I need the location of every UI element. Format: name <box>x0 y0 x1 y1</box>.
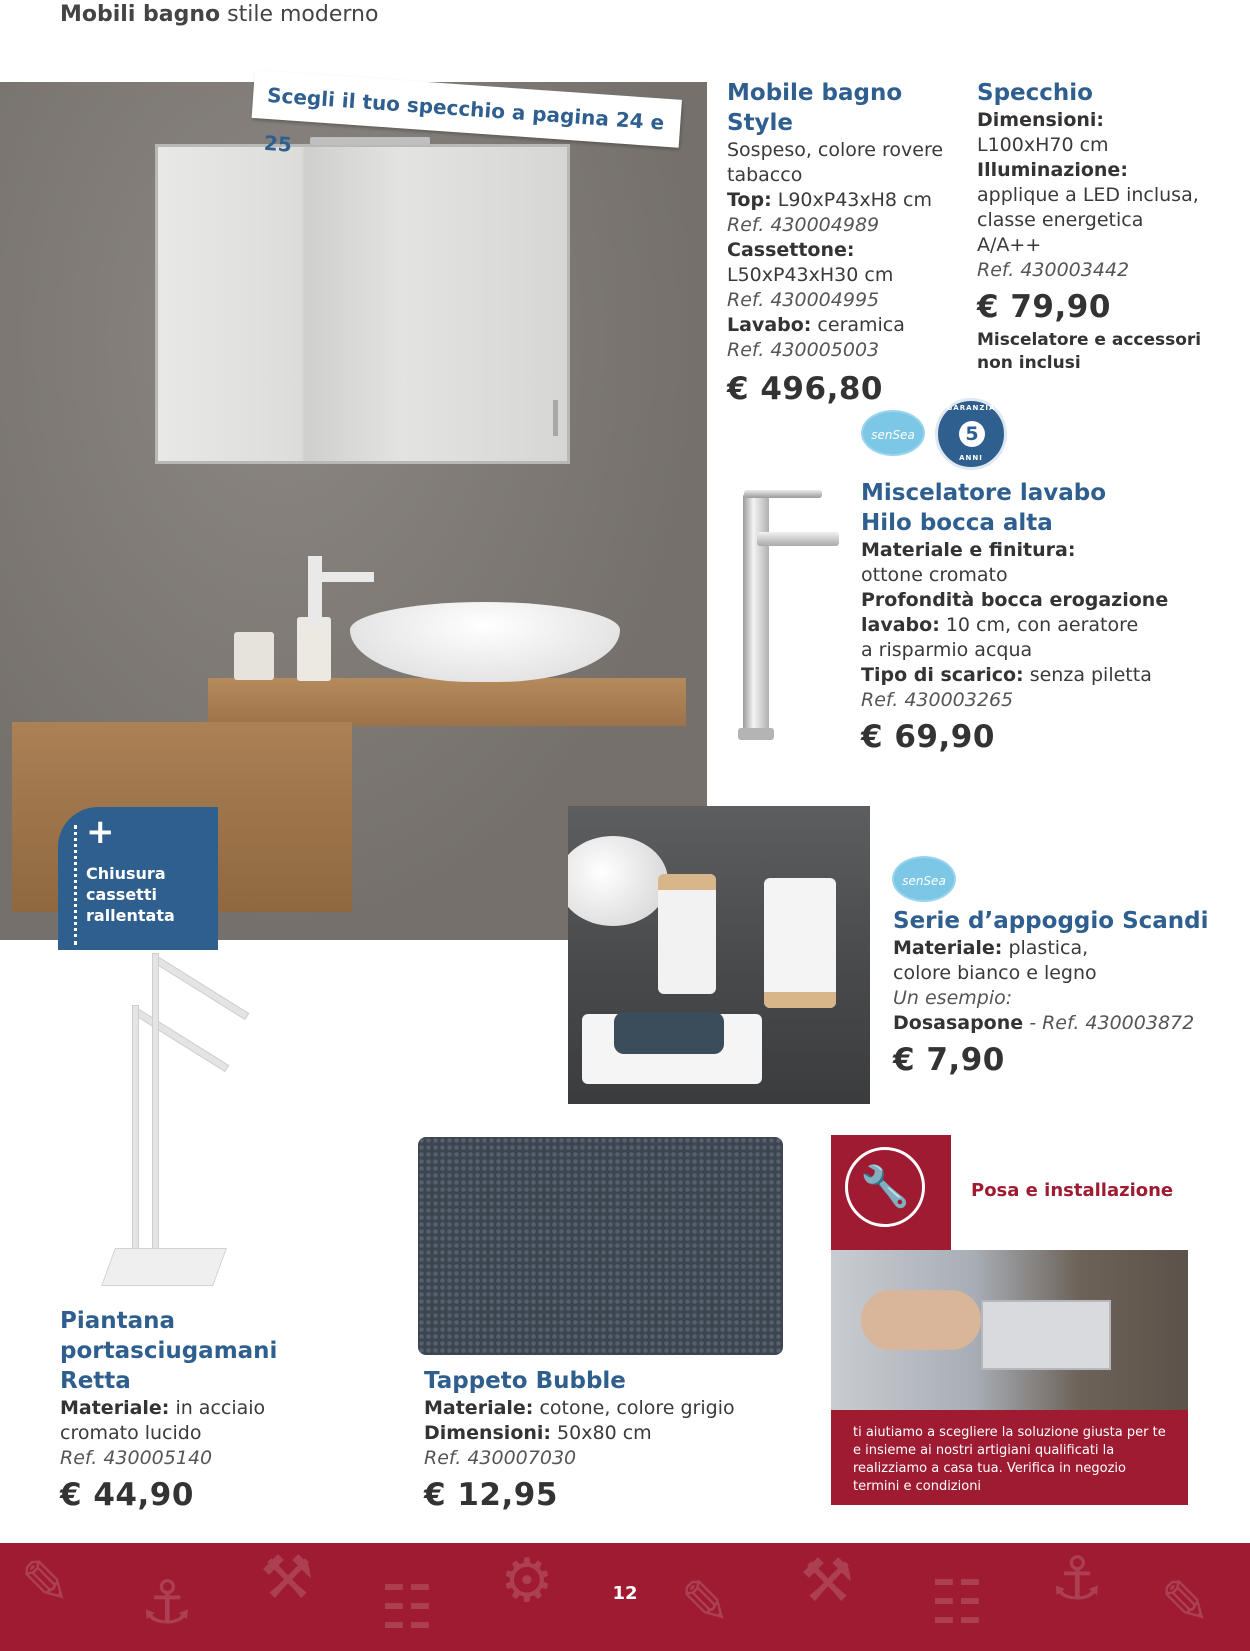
cup-image <box>234 632 274 680</box>
soft-close-badge <box>58 807 218 950</box>
brush-icon-2: ✎ <box>680 1568 731 1638</box>
prof-label-2: lavabo: <box>861 614 940 636</box>
tappeto-dim-value: 50x80 cm <box>551 1422 652 1444</box>
prof-line-2 <box>861 613 1191 638</box>
scarico-line <box>861 663 1191 688</box>
prof-label-line <box>861 588 1191 613</box>
piantana-title-3: Retta <box>60 1368 131 1394</box>
miscelatore-title-1: Miscelatore lavabo <box>861 480 1107 506</box>
mat-label: Materiale e finitura: <box>861 539 1076 561</box>
scandi-basin <box>568 836 668 926</box>
faucet-lever <box>744 490 822 498</box>
prof-value-2: a risparmio acqua <box>861 639 1033 661</box>
scandi-tumbler-base <box>764 992 836 1008</box>
piantana-mat-label: Materiale: <box>60 1397 170 1419</box>
scandi-mat-value: plastica, <box>1002 937 1089 959</box>
scandi-info <box>893 906 1223 1080</box>
roller-icon: ☷ <box>380 1573 434 1643</box>
mobile-style-top <box>727 188 967 213</box>
badge-text <box>86 863 175 926</box>
mobile-style-title: Mobile bagno Style <box>727 80 903 136</box>
installation-photo-drawer <box>981 1300 1111 1370</box>
tap-spout <box>308 572 374 582</box>
drill-icon: ⚙ <box>500 1546 554 1616</box>
tappeto-dim-line <box>424 1421 764 1446</box>
scandi-photo <box>568 806 870 1104</box>
scandi-mat-label: Materiale: <box>893 937 1003 959</box>
brush-icon: ✎ <box>20 1548 71 1618</box>
dotted-line <box>74 825 77 945</box>
tappeto-mat-value: cotone, colore grigio <box>533 1397 735 1419</box>
specchio-note: Miscelatore e accessori non inclusi <box>977 330 1202 373</box>
scandi-soap <box>614 1012 724 1054</box>
scandi-mat-line <box>893 936 1223 961</box>
lavabo-label: Lavabo: <box>727 314 812 336</box>
installation-box[interactable] <box>831 1135 1188 1505</box>
mobile-style-desc: Sospeso, colore rovere tabacco <box>727 139 944 186</box>
badge-line-1: Chiusura <box>86 864 166 883</box>
stand-pole-back <box>152 953 159 1256</box>
tappeto-ref: Ref. 430007030 <box>424 1447 577 1469</box>
piantana-mat-value: in acciaio <box>169 1397 266 1419</box>
faucet-icon: ⚓ <box>140 1568 194 1638</box>
specchio-title: Specchio <box>977 80 1093 106</box>
mobile-style-info <box>727 78 967 409</box>
scandi-dispenser-top <box>658 874 716 890</box>
wrench-hand-icon: 🔧 <box>845 1147 925 1227</box>
cassettone-value: L50xP43xH30 cm <box>727 264 894 286</box>
page-footer <box>0 1543 1250 1651</box>
stand-lower-arm <box>132 1007 230 1072</box>
mobile-style-top-ref: Ref. 430004989 <box>727 214 880 236</box>
installation-title: Posa e installazione <box>971 1180 1174 1201</box>
saw-icon: ☷ <box>930 1568 984 1638</box>
miscelatore-price: € 69,90 <box>861 719 995 755</box>
cassettone-label <box>727 238 967 263</box>
specchio-info <box>977 78 1237 375</box>
cassettone-label-text: Cassettone: <box>727 239 855 261</box>
mat-label-line <box>861 538 1191 563</box>
piantana-ref: Ref. 430005140 <box>60 1447 213 1469</box>
badge-line-3: rallentata <box>86 906 175 925</box>
warranty-badge <box>935 398 1007 470</box>
cassettone-ref: Ref. 430004995 <box>727 289 880 311</box>
tappeto-mat-line <box>424 1396 764 1421</box>
warranty-top-text: GARANZIA <box>946 404 996 412</box>
warranty-bottom-text: ANNI <box>959 454 983 462</box>
scandi-item-ref: - Ref. 430003872 <box>1023 1012 1195 1034</box>
faucet-image <box>743 493 769 738</box>
piantana-title-2: portasciugamani <box>60 1338 278 1364</box>
callout-text: Scegli il tuo specchio a pagina 24 e 25 <box>263 82 665 157</box>
piantana-title-1: Piantana <box>60 1308 176 1334</box>
lavabo-ref: Ref. 430005003 <box>727 339 880 361</box>
stand-pole-front <box>132 1005 139 1256</box>
piantana-mat-line <box>60 1396 360 1421</box>
header-rest: stile moderno <box>220 2 379 27</box>
installation-photo <box>831 1250 1188 1410</box>
scandi-dispenser <box>658 874 716 994</box>
tappeto-mat-label: Materiale: <box>424 1397 534 1419</box>
scandi-price: € 7,90 <box>893 1042 1005 1078</box>
installation-header <box>831 1135 1188 1250</box>
dispenser-image <box>297 617 331 681</box>
top-label: Top: <box>727 189 772 211</box>
installation-photo-arm <box>861 1290 981 1350</box>
scandi-title: Serie d’appoggio Scandi <box>893 908 1209 934</box>
wooden-top <box>208 678 686 726</box>
miscelatore-ref: Ref. 430003265 <box>861 689 1014 711</box>
scarico-label: Tipo di scarico: <box>861 664 1024 686</box>
rug-image <box>418 1137 783 1355</box>
scandi-example: Un esempio: <box>893 987 1013 1009</box>
faucet-icon-2: ⚓ <box>1050 1544 1104 1614</box>
scandi-item-line <box>893 1011 1223 1036</box>
faucet-base <box>738 728 774 740</box>
wrench-icon: ⚒ <box>800 1546 854 1616</box>
miscelatore-title-2: Hilo bocca alta <box>861 510 1053 536</box>
piantana-info <box>60 1306 360 1515</box>
tappeto-price: € 12,95 <box>424 1477 558 1513</box>
plus-icon: + <box>86 812 115 852</box>
senseo-logo: senSea <box>861 410 925 456</box>
tappeto-info <box>424 1366 764 1515</box>
lavabo-line <box>727 313 967 338</box>
specchio-dim-label <box>977 108 1237 133</box>
ill-label: Illuminazione: <box>977 159 1128 181</box>
scarico-value: senza piletta <box>1023 664 1152 686</box>
dim-label: Dimensioni: <box>977 109 1105 131</box>
specchio-ill-value: applique a LED inclusa, classe energetica A/A++ <box>977 184 1199 256</box>
header-bold: Mobili bagno <box>60 2 221 27</box>
mat-value: ottone cromato <box>861 564 1008 586</box>
scandi-mat-value-2: colore bianco e legno <box>893 962 1097 984</box>
badge-line-2: cassetti <box>86 885 157 904</box>
piantana-price: € 44,90 <box>60 1477 194 1513</box>
senseo-logo-scandi: senSea <box>892 856 956 902</box>
mobile-style-price: € 496,80 <box>727 371 883 407</box>
mirror-rail <box>553 400 558 436</box>
miscelatore-info <box>861 478 1191 757</box>
specchio-price: € 79,90 <box>977 289 1111 325</box>
scandi-tumbler <box>764 878 836 1008</box>
scandi-item-label: Dosasapone <box>893 1012 1024 1034</box>
specchio-ref: Ref. 430003442 <box>977 259 1130 281</box>
faucet-spout <box>757 532 839 546</box>
tappeto-dim-label: Dimensioni: <box>424 1422 552 1444</box>
top-value: L90xP43xH8 cm <box>771 189 932 211</box>
specchio-dim-value: L100xH70 cm <box>977 134 1109 156</box>
piantana-mat-value-2: cromato lucido <box>60 1422 202 1444</box>
tappeto-title: Tappeto Bubble <box>424 1368 626 1394</box>
warranty-years: 5 <box>959 421 985 447</box>
mirror-image <box>155 144 570 464</box>
page-number: 12 <box>612 1583 638 1604</box>
page-header <box>60 2 378 27</box>
tap-image <box>308 556 322 626</box>
lavabo-value: ceramica <box>811 314 905 336</box>
brush-icon-3: ✎ <box>1160 1568 1211 1638</box>
hammer-icon: ⚒ <box>260 1543 314 1613</box>
installation-text: ti aiutiamo a scegliere la soluzione giusta per te e insieme ai nostri artigiani qualificati la realizziamo a casa tua. Verifica in negozio termini e condizioni <box>853 1425 1166 1494</box>
prof-value: 10 cm, con aeratore <box>939 614 1139 636</box>
stand-base <box>101 1248 227 1286</box>
stand-upper-arm <box>152 955 250 1020</box>
prof-label-1: Profondità bocca erogazione <box>861 589 1169 611</box>
specchio-ill-label <box>977 158 1237 183</box>
